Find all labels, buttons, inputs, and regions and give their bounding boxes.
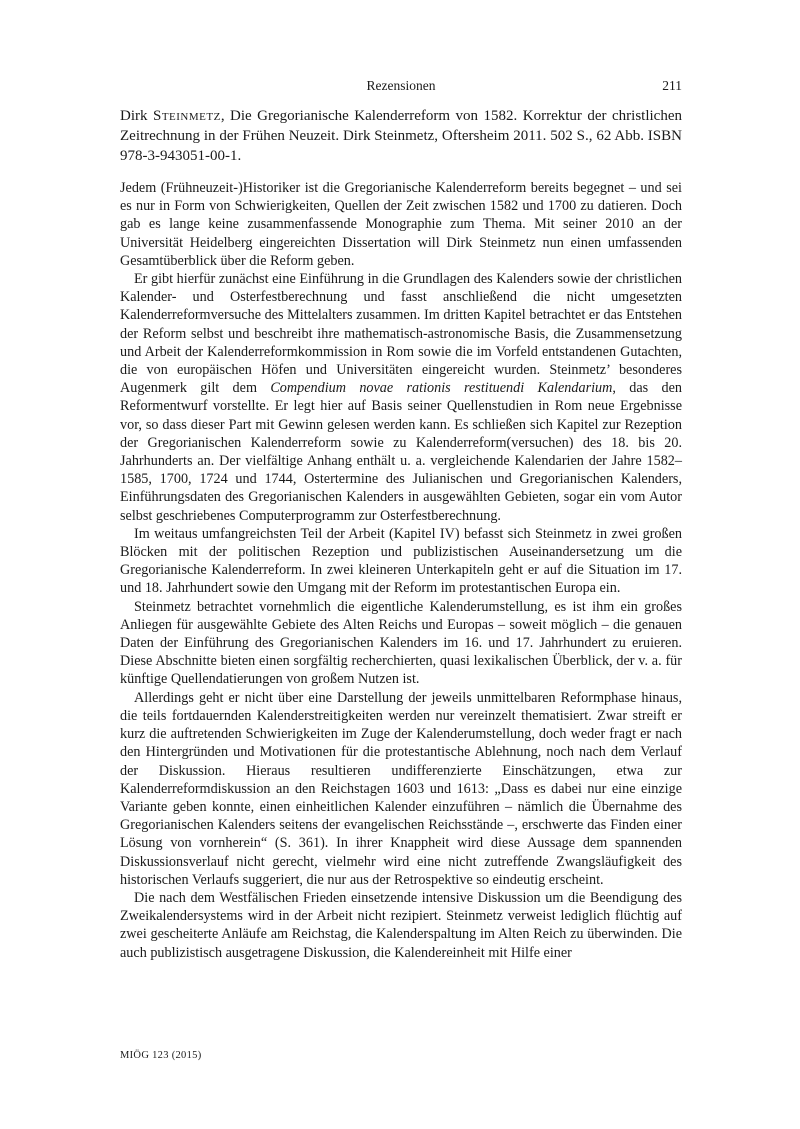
paragraph-4: Steinmetz betrachtet vornehmlich die eigentliche Kalenderumstellung, es ist ihm ein großes Anliegen für ausgewählte Gebiete des Alten Reichs und Europas – soweit möglich – die genauen Daten der Einführung des Gregorianischen Kalenders im 16. und 17. Jahrhundert zu eruieren. Diese Abschnitte bieten einen sorgfältig recherchierten, quasi lexikalischen Überblick, der v. a. für künftige Quellendatierungen von großem Nutzen ist. (120, 598, 682, 688)
paragraph-5: Allerdings geht er nicht über eine Darstellung der jeweils unmittelbaren Reformphase hinaus, die teils fortdauernden Kalenderstreitigkeiten werden nur vereinzelt thematisiert. Zwar streift er kurz die auftretenden Schwierigkeiten im Zuge der Kalenderumstellung, doch weder fragt er nach den Hintergründen und Motivationen für die protestantische Ablehnung, noch nach dem Verlauf der Diskussion. Hieraus resultieren undifferenzierte Einschätzungen, etwa zur Kalenderreformdiskussion an den Reichstagen 1603 und 1613: „Dass es dabei nur eine einzige Variante geben konnte, einen einheitlichen Kalender einzuführen – nämlich die Übernahme des Gregorianischen Kalenders seitens der evangelischen Reichsstände –, erschwerte das Finden einer Lösung von vornherein“ (S. 361). In ihrer Knappheit wird diese Aussage dem spannenden Diskussionsverlauf nicht gerecht, vielmehr wird eine nicht zutreffende Zwangsläufigkeit des historischen Verlaufs suggeriert, die nur aus der Retrospektive so eindeutig erscheint. (120, 689, 682, 888)
author-last-name: Steinmetz (152, 108, 221, 124)
citation-details: , Die Gregorianische Kalenderreform von 1582. Korrektur der christlichen Zeitrechnung in der Frühen Neuzeit. Dirk Steinmetz, Oftersheim 2011. 502 S., 62 Abb. ISBN 978-3-943051-00-1. (120, 108, 682, 164)
paragraph-6: Die nach dem Westfälischen Frieden einsetzende intensive Diskussion um die Beendigung des Zweikalendersystems wird in der Arbeit nicht rezipiert. Steinmetz verweist lediglich flüchtig auf zwei gescheiterte Anläufe am Reichstag, die Kalenderspaltung im Alten Reich zu überwinden. Die auch publizistisch ausgetragene Diskussion, die Kalendereinheit mit Hilfe einer (120, 889, 682, 961)
running-head-section: Rezensionen (366, 78, 436, 93)
compendium-title: Compendium novae rationis restituendi Kalendarium (270, 380, 613, 397)
book-citation (120, 106, 682, 166)
page-number: 211 (662, 78, 682, 93)
paragraph-2-text-a: Er gibt hierfür zunächst eine Einführung in die Grundlagen des Kalenders sowie der christlichen Kalender- und Osterfestberechnung und fasst anschließend die nicht umgesetzten Kalenderreformversuche des Mittelalters zusammen. Im dritten Kapitel betrachtet er das Entstehen der Reform selbst und beschreibt ihre mathematisch-astronomische Basis, die Zusammensetzung und Arbeit der Kalenderreformkommission in Rom sowie die im Vorfeld entstandenen Gutachten, die von europäischen Höfen und Universitäten eingereicht wurden. Steinmetz’ besonderes Augenmerk gilt dem (120, 271, 682, 397)
journal-footer: MIÖG 123 (2015) (120, 1050, 202, 1061)
paragraph-1: Jedem (Frühneuzeit-)Historiker ist die Gregorianische Kalenderreform bereits begegnet – und sei es nur in Form von Schwierigkeiten, Quellen der Zeit zwischen 1582 und 1700 zu datieren. Doch gab es lange keine zusammenfassende Monographie zum Thema. Mit seiner 2010 an der Universität Heidelberg eingereichten Dissertation will Dirk Steinmetz nun einen umfassenden Gesamtüberblick über die Reform geben. (120, 180, 682, 269)
paragraph-3: Im weitaus umfangreichsten Teil der Arbeit (Kapitel IV) befasst sich Steinmetz in zwei großen Blöcken mit der politischen Rezeption und publizistischen Auseinandersetzung um die Gregorianische Kalenderreform. In zwei kleineren Unterkapiteln geht er auf die Situation im 17. und 18. Jahrhundert sowie den Umgang mit der Reform im protestantischen Europa ein. (120, 525, 682, 597)
author-first-name: Dirk (120, 108, 148, 124)
paragraph-2-text-b: , das den Reformentwurf vorstellte. Er legt hier auf Basis seiner Quellenstudien in Rom neue Ergebnisse vor, so dass dieser Part mit Gewinn gelesen werden kann. Es schließen sich Kapitel zur Rezeption der Gregorianischen Kalenderreform sowie zu Kalenderreform(versuchen) des 18. bis 20. Jahrhunderts an. Der vielfältige Anhang enthält u. a. vergleichende Kalendarien der Jahre 1582–1585, 1700, 1724 und 1744, Ostertermine des Julianischen und Gregorianischen Kalenders, Einführungsdaten des Gregorianischen Kalenders in ausgewählten Gebieten, sogar ein vom Autor selbst geschriebenes Computerprogramm zur Osterfestberechnung. (120, 380, 682, 524)
paragraph-2 (120, 270, 682, 525)
review-body (120, 179, 682, 962)
